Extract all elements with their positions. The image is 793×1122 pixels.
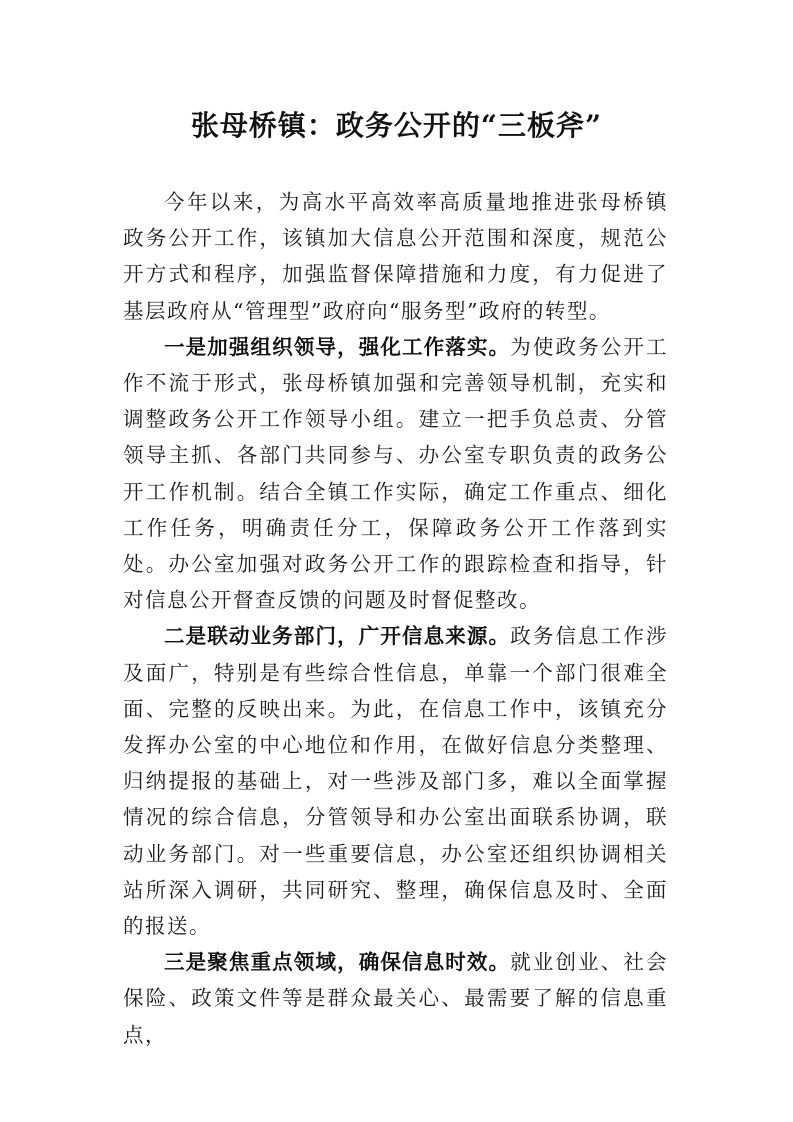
- paragraph-lead: 一是加强组织领导，强化工作落实。: [164, 334, 511, 359]
- paragraph-lead: 三是聚焦重点领域，确保信息时效。: [164, 950, 511, 975]
- paragraph-intro: [123, 184, 668, 329]
- paragraph-text: 今年以来，为高水平高效率高质量地推进张母桥镇政务公开工作，该镇加大信息公开范围和深度，规范公开方式和程序，加强监督保障措施和力度，有力促进了基层政府从“管理型”政府向“服务型”政府的转型。: [123, 190, 668, 323]
- paragraph-point-two: [123, 618, 668, 944]
- paragraph-text: 政务信息工作涉及面广，特别是有些综合性信息，单靠一个部门很难全面、完整的反映出来。为此，在信息工作中，该镇充分发挥办公室的中心地位和作用，在做好信息分类整理、归纳提报的基础上，对一些涉及部门多，难以全面掌握情况的综合信息，分管领导和办公室出面联系协调，联动业务部门。对一些重要信息，办公室还组织协调相关站所深入调研，共同研究、整理，确保信息及时、全面的报送。: [123, 624, 669, 939]
- page-title: 张母桥镇：政务公开的“三板斧”: [190, 109, 603, 142]
- paragraph-text: 就业创业、社会保险、政策文件等是群众最关心、最需要了解的信息重点，: [123, 950, 669, 1047]
- paragraph-lead: 二是联动业务部门，广开信息来源。: [164, 624, 511, 649]
- paragraph-text: 为使政务公开工作不流于形式，张母桥镇加强和完善领导机制，充实和调整政务公开工作领导小组。建立一把手负总责、分管领导主抓、各部门共同参与、办公室专职负责的政务公开工作机制。结合全镇工作实际，确定工作重点、细化工作任务，明确责任分工，保障政务公开工作落到实处。办公室加强对政务公开工作的跟踪检查和指导，针对信息公开督查反馈的问题及时督促整改。: [123, 334, 669, 613]
- paragraph-point-three: [123, 944, 668, 1053]
- paragraph-point-one: [123, 329, 668, 619]
- article-body: [123, 184, 668, 1053]
